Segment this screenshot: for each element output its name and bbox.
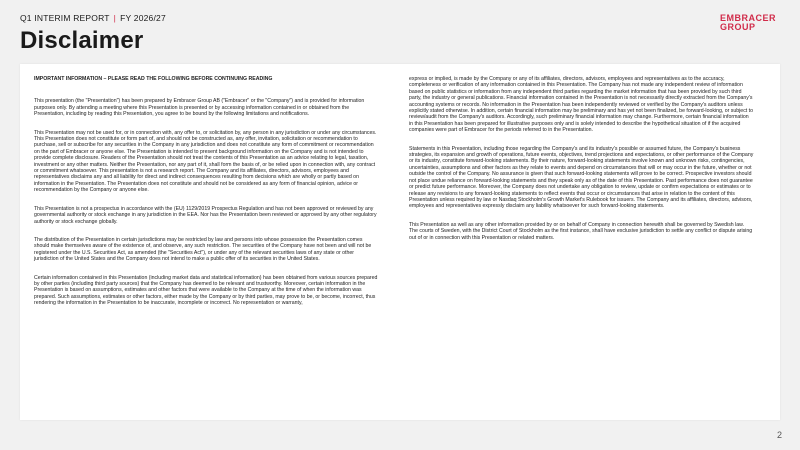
paragraph-third-party-information: Certain information contained in this Presentation (including market data and statistical information) has been obtained from various sources prepared by other parties (including third party sources) that the Company has deemed to be relevant and trustworthy. Moreover, certain information in the Presentation is based on assumptions, estimates and other factors that were available to the Company at the time of when the information was prepared. Such assumptions, estimates or other factors, either made by the Company or by third parties, may prove to be, or become, incorrect, thus rendering the information in the Presentation to be inaccurate, incomplete or incorrect. No representation or warranty,: [34, 274, 378, 307]
left-text-column: [34, 76, 379, 319]
page-title: Disclaimer: [20, 27, 144, 54]
disclaimer-content-card: [20, 64, 780, 420]
fiscal-year: FY 2026/27: [120, 13, 166, 23]
header-separator: |: [113, 13, 117, 23]
report-header-label: [20, 13, 166, 23]
logo-line-2: GROUP: [720, 22, 756, 32]
logo-line-1: EMBRACER: [720, 13, 777, 23]
paragraph-forward-looking-statements: Statements in this Presentation, including those regarding the Company's and its industry's possible or assumed future, the Company's business strategies, its expansion and growth of operations, future events, objectives, trend projections and expectations, or other performance of the Company or its industry, constitute forward-looking statements. By their nature, forward-looking statements involve known and unknown risks, contingencies, uncertainties, assumptions and other factors as they relate to events and depend on circumstances that will or may occur in the future, whether or not outside the control of the Company. No assurance is given that such forward-looking statements will prove to be correct. Prospective investors should not place undue reliance on forward-looking statements and they speak only as of the date of this Presentation. Past performance does not guarantee or predict future performance. Moreover, the Company does not undertake any obligation to review, update or confirm expectations or estimates or to release any revisions to any forward-looking statements to reflect events that occur or circumstances that arise in relation to the content of this Presentation unless required by law or Nasdaq Stockholm's Growth Market's Rulebook for issuers. The Company and its affiliates, directors, advisors, employees and representatives expressly disclaim any liability whatsoever for such forward-looking statements.: [409, 145, 754, 210]
page-number: 2: [776, 430, 782, 440]
paragraph-not-prospectus: This Presentation is not a prospectus in accordance with the (EU) 1129/2019 Prospectus Regulation and has not been approved or reviewed by any governmental authority or stock exchange in any jurisdiction in the EEA. Nor has the Presentation been reviewed or approved by any other regulatory authority or stock exchange globally.: [34, 205, 377, 225]
paragraph-no-offer: This Presentation may not be used for, or in connection with, any offer to, or solicitation by, any person in any jurisdiction or under any circumstances. This Presentation does not constitute or form part of, and should not be constructed as, any offer, invitation, solicitation or recommendation to purchase, sell or subscribe for any securities in the Company in any jurisdiction and does not constitute any form of commitment or recommendation on the part of Embracer or anyone else. The Presentation is intended to present background information on the Company and is not intended to provide complete disclosure. Readers of the Presentation should not treat the contents of this Presentation as an advice relating to legal, taxation, investment or any other matters. Neither the Presentation, nor any part of it, shall form the basis of, or be relied upon in connection with, any contract or commitment whatsoever. This presentation is not a research report. The Company and its affiliates, directors, advisors, employees and representatives disclaims any and all liability for direct and indirect consequences resulting from decisions which are wholly or partly based on information in the Presentation. The Presentation does not constitute and should not be considered as any form of financial opinion, advice or recommendation by the Company or anyone else.: [34, 129, 377, 194]
paragraph-governing-law: This Presentation as well as any other information provided by or on behalf of Company in connection herewith shall be governed by Swedish law. The courts of Sweden, with the District Court of Stockholm as the first instance, shall have exclusive jurisdiction to settle any conflict or dispute arising out of or in connection with this Presentation or related matters.: [409, 221, 753, 241]
right-text-column: [409, 76, 754, 253]
embracer-group-logo: [720, 14, 776, 36]
important-information-heading: IMPORTANT INFORMATION – PLEASE READ THE FOLLOWING BEFORE CONTINUING READING: [34, 76, 273, 82]
paragraph-presentation-intro: This presentation (the "Presentation") has been prepared by Embracer Group AB ("Embracer" or the "Company") and is provided for information purposes only. By attending a meeting where this Presentation is presented or by accessing information contained in or obtained from the Presentation, including by reading this Presentation, you agree to be bound by the following limitations and notifications.: [34, 98, 365, 118]
paragraph-distribution-restrictions: The distribution of the Presentation in certain jurisdictions may be restricted by law and persons into whose possession the Presentation comes should make themselves aware of the existence of, and observe, any such restriction. The securities of the Company have not been and will not be registered under the U.S. Securities Act, as amended (the "Securities Act"), or under any of the relevant securities laws of any state or other jurisdiction of the United States and the Company does not intend to make a public offer of its securities in the United States.: [34, 236, 372, 263]
paragraph-no-warranty: express or implied, is made by the Company or any of its affiliates, directors, advisors, employees and representatives as to the accuracy, completeness or verification of any information contained in this Presentation. The Company has not made any independent review of information based on public statistics or information from any independent third parties regarding the market information that has been provided by such third party, the industry or general publications. Financial information contained in the Presentation is not necessarily directly extracted from the Company's accounting systems or records. No information in the Presentation has been independently reviewed or verified by the Company's auditors unless explicitly stated otherwise. In addition, certain financial information may be preliminary and has yet not been finalized, be forward-looking, or subject to review/audit from the Company's auditors. Accordingly, such preliminary financial information may change. Furthermore, certain financial information in this Presentation has been prepared for illustrative purposes only and is solely intended to describe the hypothetical situation of if the acquired companies were part of Embracer for the periods referred to in the Presentation.: [409, 76, 753, 134]
report-label: Q1 INTERIM REPORT: [20, 13, 110, 23]
